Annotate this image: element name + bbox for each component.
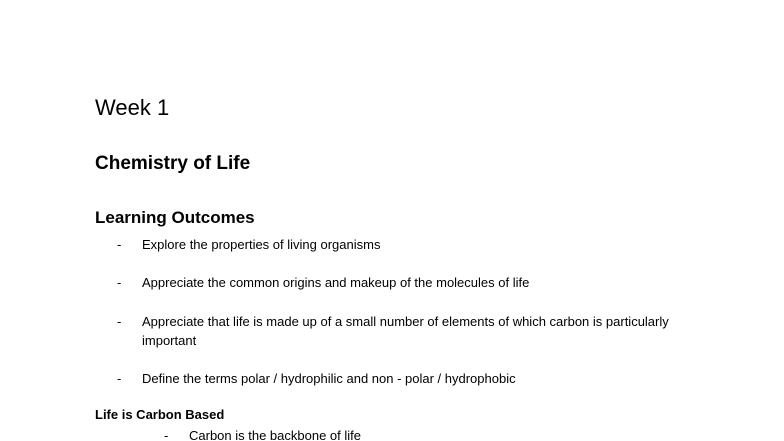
bullet-marker: - (117, 371, 122, 386)
bullet-marker: - (164, 428, 169, 441)
bullet-marker: - (117, 314, 122, 329)
page-title: Week 1 (95, 95, 170, 120)
page-subtitle: Chemistry of Life (95, 153, 251, 174)
learning-outcomes-heading: Learning Outcomes (95, 208, 255, 227)
list-item-text: Appreciate the common origins and makeup of the molecules of life (142, 275, 530, 290)
list-item-text: Define the terms polar / hydrophilic and non - polar / hydrophobic (142, 371, 516, 386)
section-heading: Life is Carbon Based (95, 407, 225, 422)
list-item-text: Explore the properties of living organisms (142, 237, 381, 252)
bullet-marker: - (117, 237, 122, 252)
bullet-marker: - (117, 275, 122, 290)
list-item-text: Appreciate that life is made up of a small number of elements of which carbon is particularly important (142, 314, 669, 348)
list-item-text: Carbon is the backbone of life (189, 428, 361, 441)
